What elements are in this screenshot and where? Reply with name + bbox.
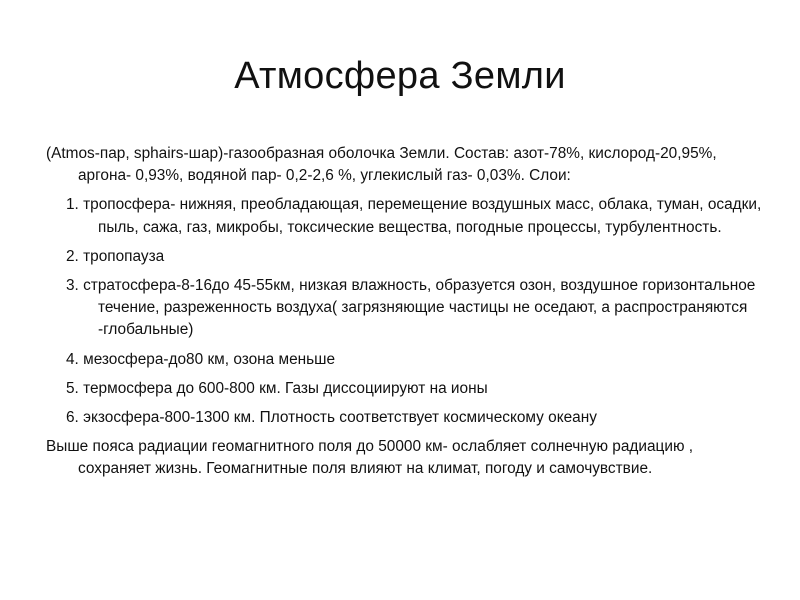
layer-thermosphere: 5. термосфера до 600-800 км. Газы диссоциируют на ионы <box>66 379 488 397</box>
intro-paragraph: (Atmos-пар, sphairs-шар)-газообразная оболочка Земли. Состав: азот-78%, кислород-20,95%, аргона- 0,93%, водяной пар- 0,2-2,6 %, углекислый газ- 0,03%. Слои: <box>46 145 717 185</box>
layer-exosphere: 6. экзосфера-800-1300 км. Плотность соответствует космическому океану <box>66 409 597 427</box>
slide-body <box>46 143 766 488</box>
closing-paragraph: Выше пояса радиации геомагнитного поля до 50000 км- ослабляет солнечную радиацию , сохраняет жизнь. Геомагнитные поля влияют на климат, погоду и самочувствие. <box>46 438 694 478</box>
layer-mesosphere: 4. мезосфера-до80 км, озона меньше <box>66 350 336 368</box>
slide-title: Атмосфера Земли <box>234 55 566 97</box>
layer-stratosphere: 3. стратосфера-8-16до 45-55км, низкая влажность, образуется озон, воздушное горизонтальное течение, разреженность воздуха( загрязняющие частицы не оседают, а распространяются -глобальные) <box>66 277 756 339</box>
layer-troposphere: 1. тропосфера- нижняя, преобладающая, перемещение воздушных масс, облака, туман, осадки, пыль, сажа, газ, микробы, токсические вещества, погодные процессы, турбулентность. <box>66 196 762 236</box>
layer-tropopause: 2. тропопауза <box>66 247 165 265</box>
